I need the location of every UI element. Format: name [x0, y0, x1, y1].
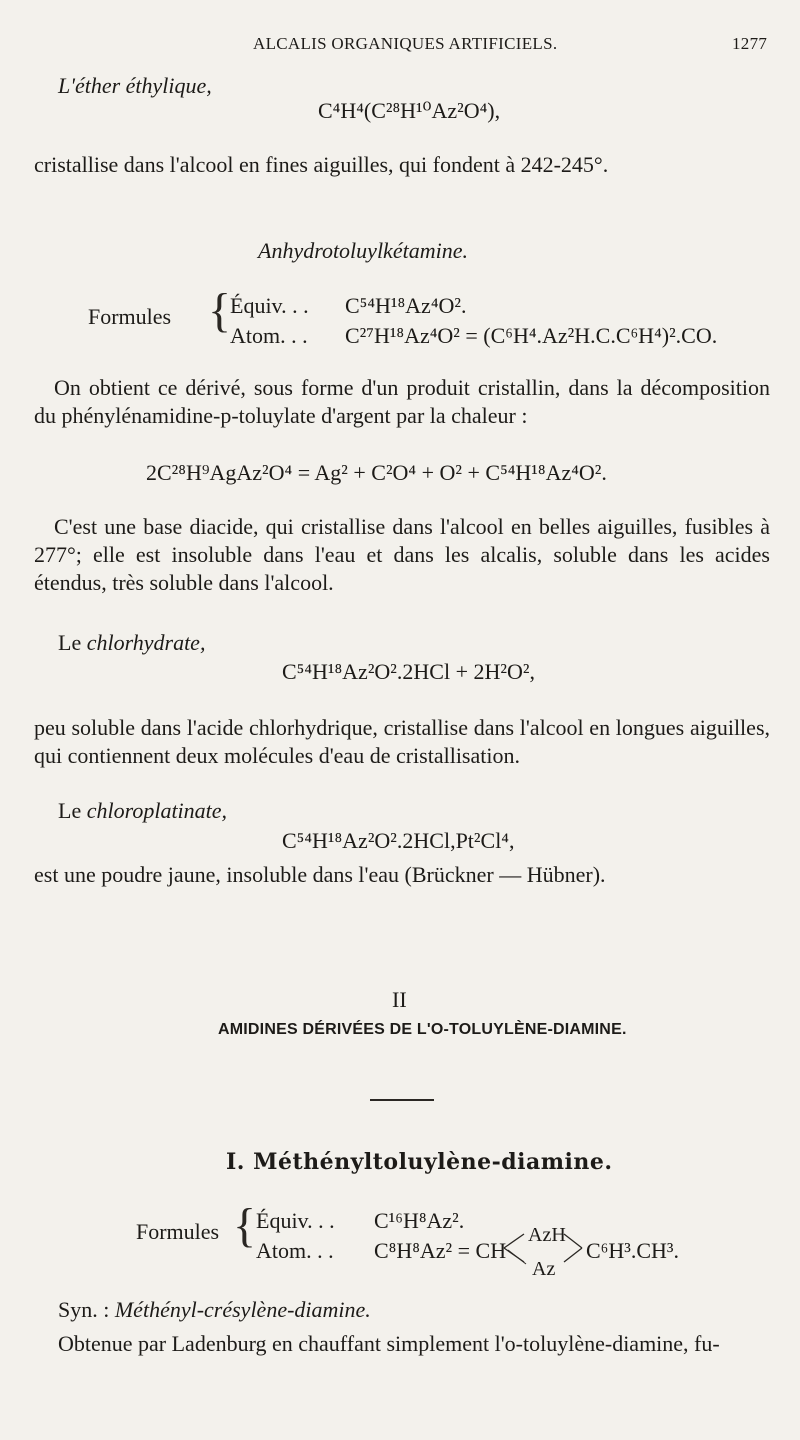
atom-label: Atom. . . — [230, 323, 308, 348]
ether-text: cristallise dans l'alcool en fines aiguilles, qui fondent à 242-245°. — [34, 152, 609, 177]
sub-atom-formula-right: C⁶H³.CH³. — [586, 1238, 679, 1263]
subsection-title: I. Méthényltoluylène-diamine. — [226, 1149, 613, 1175]
chloroplatinate-label: Le chloroplatinate, — [58, 798, 228, 823]
sub-formula-brace: { — [233, 1199, 257, 1252]
chlorhydrate-formula: C⁵⁴H¹⁸Az²O².2HCl + 2H²O², — [282, 659, 535, 684]
ether-formula: C⁴H⁴(C²⁸H¹⁰Az²O⁴), — [318, 98, 501, 123]
section-number: II — [392, 987, 407, 1012]
chlorhydrate-label: Le chlorhydrate, — [58, 630, 206, 655]
sub-equiv-label: Équiv. . . — [256, 1208, 335, 1233]
running-title: ALCALIS ORGANIQUES ARTIFICIELS. — [253, 34, 558, 53]
ether-label: L'éther éthylique, — [58, 73, 212, 98]
compound-title: Anhydrotoluylkétamine. — [258, 238, 468, 263]
paragraph-ladenburg: Obtenue par Ladenburg en chauffant simplement l'o-toluylène-diamine, fu- — [58, 1331, 720, 1356]
formulas-label: Formules — [88, 304, 172, 329]
sub-atom-formula-left: C⁸H⁸Az² = CH — [374, 1238, 507, 1263]
ring-bottom-group: Az — [532, 1258, 556, 1280]
paragraph-base-diacide: C'est une base diacide, qui cristallise dans l'alcool en belles aiguilles, fusibles à 277°; elle est insoluble dans l'eau et dans les alcalis, soluble dans les acides étendus, très soluble dans l'alcool. — [34, 514, 770, 595]
decomposition-equation: 2C²⁸H⁹AgAz²O⁴ = Ag² + C²O⁴ + O² + C⁵⁴H¹⁸Az⁴O². — [146, 460, 607, 485]
atom-formula: C²⁷H¹⁸Az⁴O² = (C⁶H⁴.Az²H.C.C⁶H⁴)².CO. — [345, 323, 718, 348]
sub-atom-label: Atom. . . — [256, 1238, 334, 1263]
ring-top-group: AzH — [528, 1224, 566, 1246]
chloroplatinate-formula: C⁵⁴H¹⁸Az²O².2HCl,Pt²Cl⁴, — [282, 828, 515, 853]
synonym-line: Syn. : Méthényl-crésylène-diamine. — [58, 1297, 371, 1322]
paragraph-decomposition: On obtient ce dérivé, sous forme d'un produit cristallin, dans la décomposition du phénylénamidine-p-toluylate d'argent par la chaleur : — [34, 375, 770, 428]
equiv-label: Équiv. . . — [230, 293, 309, 318]
paragraph-chloroplatinate: est une poudre jaune, insoluble dans l'eau (Brückner — Hübner). — [34, 862, 606, 887]
section-divider — [370, 1099, 434, 1101]
formula-brace: { — [208, 284, 232, 337]
sub-formulas-label: Formules — [136, 1219, 220, 1244]
equiv-formula: C⁵⁴H¹⁸Az⁴O². — [345, 293, 467, 318]
paragraph-chlorhydrate: peu soluble dans l'acide chlorhydrique, cristallise dans l'alcool en longues aiguilles, qui contiennent deux molécules d'eau de cristallisation. — [34, 715, 770, 768]
section-title: AMIDINES DÉRIVÉES DE L'O-TOLUYLÈNE-DIAMINE. — [218, 1021, 627, 1038]
page-number: 1277 — [732, 34, 768, 53]
sub-equiv-formula: C¹⁶H⁸Az². — [374, 1208, 465, 1233]
